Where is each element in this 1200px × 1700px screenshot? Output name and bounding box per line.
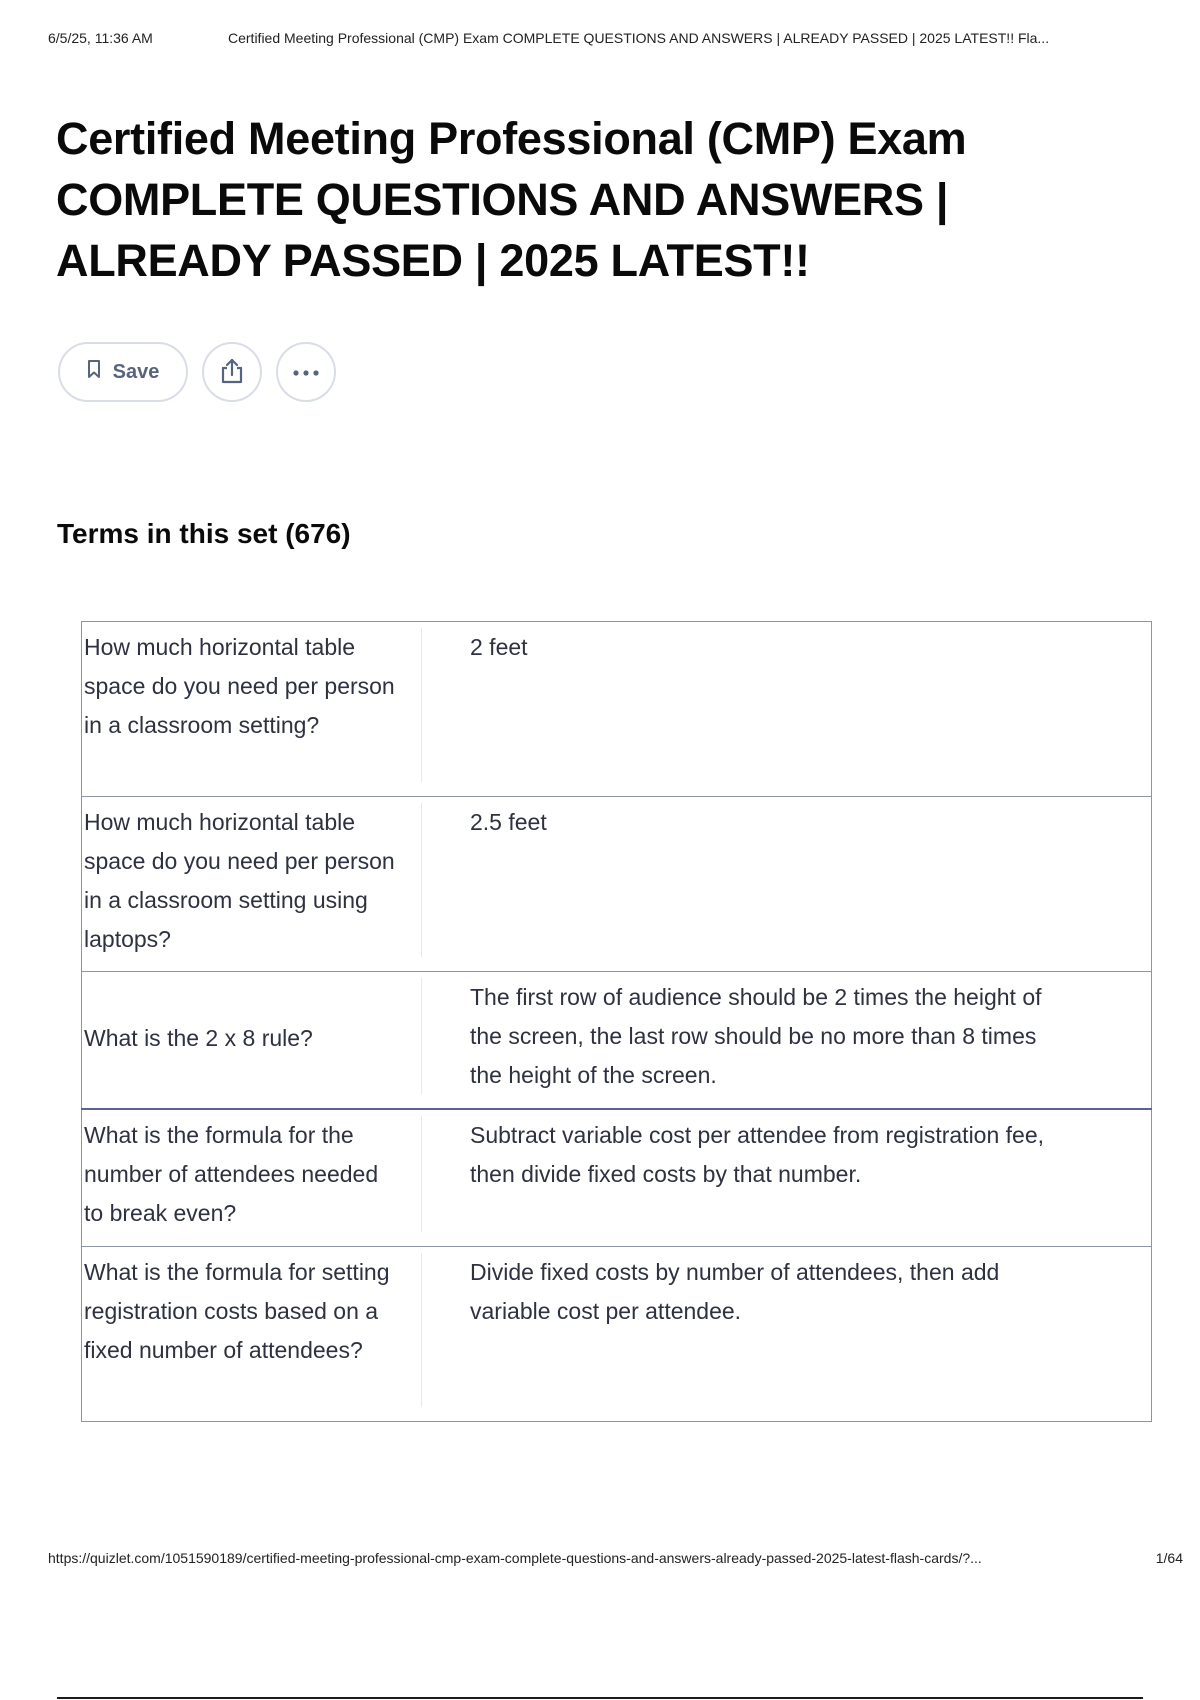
- definition-cell: Divide fixed costs by number of attendees, then add variable cost per attendee.: [422, 1247, 1152, 1422]
- print-header: [48, 30, 1160, 50]
- term-cell: What is the 2 x 8 rule?: [82, 972, 423, 1110]
- page-url: https://quizlet.com/1051590189/certified-meeting-professional-cmp-exam-complete-questions-and-answers-already-passed-2025-latest-flash-cards/?...: [48, 1550, 982, 1566]
- print-footer: [48, 1550, 1183, 1570]
- table-row: [82, 1109, 1152, 1247]
- table-row: [82, 622, 1152, 797]
- save-label: Save: [112, 360, 160, 383]
- page-divider: [57, 1697, 1143, 1699]
- table-row: [82, 972, 1152, 1110]
- terms-table: [81, 621, 1152, 1422]
- definition-cell: 2.5 feet: [422, 797, 1152, 972]
- term-cell: How much horizontal table space do you need per person in a classroom setting?: [82, 622, 423, 797]
- share-icon: [219, 357, 245, 388]
- more-options-button[interactable]: [276, 342, 336, 402]
- table-row: [82, 797, 1152, 972]
- bookmark-icon: [87, 359, 101, 385]
- page-number: 1/64: [1155, 1550, 1183, 1566]
- definition-cell: The first row of audience should be 2 times the height of the screen, the last row should be no more than 8 times the height of the screen.: [422, 972, 1152, 1110]
- table-row: [82, 1247, 1152, 1422]
- term-cell: How much horizontal table space do you need per person in a classroom setting using laptops?: [82, 797, 423, 972]
- print-datetime: 6/5/25, 11:36 AM: [48, 30, 153, 46]
- print-document-title: Certified Meeting Professional (CMP) Exam COMPLETE QUESTIONS AND ANSWERS | ALREADY PASSED | 2025 LATEST!! Fla...: [228, 30, 1050, 46]
- more-options-icon: [292, 365, 320, 380]
- term-cell: What is the formula for the number of attendees needed to break even?: [82, 1109, 423, 1247]
- page-title: Certified Meeting Professional (CMP) Exam COMPLETE QUESTIONS AND ANSWERS | ALREADY PASSED | 2025 LATEST!!: [56, 113, 967, 286]
- definition-cell: 2 feet: [422, 622, 1152, 797]
- share-button[interactable]: [202, 342, 262, 402]
- action-bar: [58, 342, 336, 402]
- save-button[interactable]: [58, 342, 188, 402]
- term-cell: What is the formula for setting registration costs based on a fixed number of attendees?: [82, 1247, 423, 1422]
- definition-cell: Subtract variable cost per attendee from registration fee, then divide fixed costs by that number.: [422, 1109, 1152, 1247]
- terms-heading: Terms in this set (676): [57, 518, 351, 549]
